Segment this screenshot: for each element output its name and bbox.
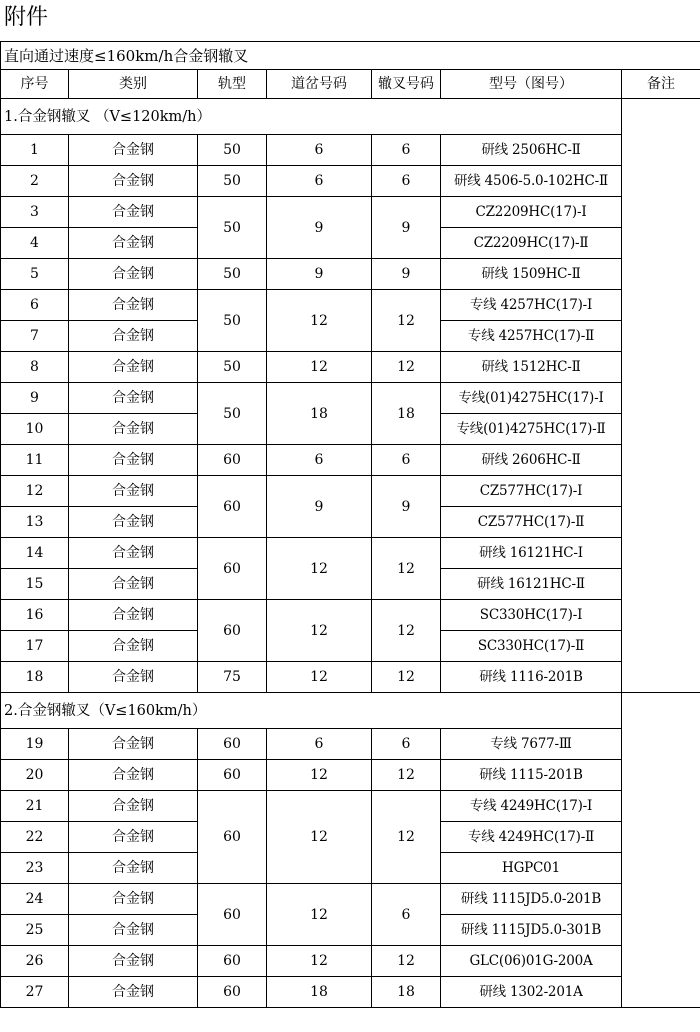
cell-frog-number: 12 [372, 760, 441, 791]
cell-no: 13 [1, 507, 69, 538]
cell-category: 合金钢 [69, 538, 198, 569]
cell-category: 合金钢 [69, 729, 198, 760]
cell-model: 研线 1302-201A [441, 977, 622, 1008]
frog-table [0, 41, 700, 1008]
cell-category: 合金钢 [69, 321, 198, 352]
cell-model: CZ2209HC(17)-Ⅰ [441, 197, 622, 228]
cell-model: 专线 4249HC(17)-Ⅰ [441, 791, 622, 822]
cell-turnout-number: 6 [267, 729, 372, 760]
cell-model: CZ577HC(17)-Ⅱ [441, 507, 622, 538]
cell-frog-number: 6 [372, 135, 441, 166]
cell-no: 4 [1, 228, 69, 259]
frog-table-body [1, 42, 700, 1008]
cell-rail-type: 60 [198, 445, 267, 476]
cell-no: 24 [1, 884, 69, 915]
table-title: 直向通过速度≤160km/h合金钢辙叉 [1, 42, 700, 70]
cell-no: 10 [1, 414, 69, 445]
cell-no: 14 [1, 538, 69, 569]
cell-model: 专线 4257HC(17)-Ⅰ [441, 290, 622, 321]
cell-rail-type: 60 [198, 946, 267, 977]
cell-frog-number: 6 [372, 166, 441, 197]
cell-frog-number: 12 [372, 791, 441, 884]
table-row [1, 352, 700, 383]
cell-frog-number: 9 [372, 476, 441, 538]
cell-no: 11 [1, 445, 69, 476]
cell-category: 合金钢 [69, 352, 198, 383]
cell-model: 专线(01)4275HC(17)-Ⅰ [441, 383, 622, 414]
cell-turnout-number: 12 [267, 352, 372, 383]
cell-no: 19 [1, 729, 69, 760]
cell-category: 合金钢 [69, 445, 198, 476]
section-row [1, 693, 700, 729]
cell-no: 12 [1, 476, 69, 507]
cell-rail-type: 50 [198, 352, 267, 383]
table-row [1, 946, 700, 977]
cell-no: 6 [1, 290, 69, 321]
cell-frog-number: 12 [372, 662, 441, 693]
remarks-cell [622, 693, 700, 1008]
cell-model: 研线 2506HC-Ⅱ [441, 135, 622, 166]
cell-turnout-number: 12 [267, 791, 372, 884]
cell-no: 3 [1, 197, 69, 228]
cell-frog-number: 12 [372, 290, 441, 352]
cell-model: 研线 4506-5.0-102HC-Ⅱ [441, 166, 622, 197]
cell-turnout-number: 9 [267, 476, 372, 538]
cell-rail-type: 60 [198, 884, 267, 946]
cell-no: 26 [1, 946, 69, 977]
cell-model: 专线 7677-Ⅲ [441, 729, 622, 760]
cell-rail-type: 60 [198, 791, 267, 884]
cell-model: 研线 1115JD5.0-201B [441, 884, 622, 915]
table-row [1, 884, 700, 915]
table-title-row [1, 42, 700, 70]
table-row [1, 259, 700, 290]
cell-category: 合金钢 [69, 977, 198, 1008]
table-row [1, 791, 700, 822]
cell-no: 5 [1, 259, 69, 290]
cell-rail-type: 60 [198, 600, 267, 662]
header-frog-number: 辙叉号码 [372, 70, 441, 99]
cell-model: 研线 1115JD5.0-301B [441, 915, 622, 946]
table-row [1, 729, 700, 760]
table-row [1, 383, 700, 414]
cell-no: 15 [1, 569, 69, 600]
cell-frog-number: 12 [372, 946, 441, 977]
table-row [1, 662, 700, 693]
cell-turnout-number: 6 [267, 445, 372, 476]
cell-model: CZ577HC(17)-Ⅰ [441, 476, 622, 507]
cell-no: 21 [1, 791, 69, 822]
section-row [1, 99, 700, 135]
cell-no: 16 [1, 600, 69, 631]
cell-rail-type: 60 [198, 760, 267, 791]
cell-frog-number: 6 [372, 445, 441, 476]
cell-category: 合金钢 [69, 259, 198, 290]
cell-category: 合金钢 [69, 197, 198, 228]
table-row [1, 538, 700, 569]
cell-turnout-number: 12 [267, 946, 372, 977]
cell-frog-number: 6 [372, 884, 441, 946]
cell-category: 合金钢 [69, 507, 198, 538]
cell-category: 合金钢 [69, 476, 198, 507]
cell-category: 合金钢 [69, 853, 198, 884]
cell-category: 合金钢 [69, 631, 198, 662]
cell-no: 18 [1, 662, 69, 693]
cell-model: 专线 4257HC(17)-Ⅱ [441, 321, 622, 352]
cell-model: 研线 1115-201B [441, 760, 622, 791]
table-row [1, 197, 700, 228]
cell-category: 合金钢 [69, 822, 198, 853]
cell-category: 合金钢 [69, 915, 198, 946]
cell-rail-type: 60 [198, 729, 267, 760]
header-turnout-number: 道岔号码 [267, 70, 372, 99]
cell-no: 8 [1, 352, 69, 383]
cell-model: 研线 1116-201B [441, 662, 622, 693]
cell-rail-type: 75 [198, 662, 267, 693]
cell-model: 研线 1512HC-Ⅱ [441, 352, 622, 383]
cell-model: 研线 2606HC-Ⅱ [441, 445, 622, 476]
cell-turnout-number: 6 [267, 135, 372, 166]
cell-category: 合金钢 [69, 946, 198, 977]
cell-frog-number: 18 [372, 977, 441, 1008]
cell-rail-type: 60 [198, 476, 267, 538]
cell-no: 7 [1, 321, 69, 352]
cell-category: 合金钢 [69, 135, 198, 166]
table-row [1, 977, 700, 1008]
cell-no: 25 [1, 915, 69, 946]
cell-no: 27 [1, 977, 69, 1008]
cell-no: 22 [1, 822, 69, 853]
cell-rail-type: 50 [198, 135, 267, 166]
table-row [1, 290, 700, 321]
table-row [1, 445, 700, 476]
cell-model: 专线(01)4275HC(17)-Ⅱ [441, 414, 622, 445]
cell-frog-number: 12 [372, 600, 441, 662]
cell-rail-type: 50 [198, 383, 267, 445]
header-no: 序号 [1, 70, 69, 99]
cell-category: 合金钢 [69, 760, 198, 791]
cell-model: 研线 16121HC-Ⅰ [441, 538, 622, 569]
cell-no: 2 [1, 166, 69, 197]
cell-no: 17 [1, 631, 69, 662]
cell-turnout-number: 9 [267, 197, 372, 259]
cell-no: 23 [1, 853, 69, 884]
attachment-heading: 附件 [4, 5, 49, 30]
cell-category: 合金钢 [69, 791, 198, 822]
cell-turnout-number: 12 [267, 662, 372, 693]
cell-frog-number: 12 [372, 352, 441, 383]
section-label: 2.合金钢辙叉（V≤160km/h） [1, 693, 622, 729]
cell-turnout-number: 9 [267, 259, 372, 290]
cell-rail-type: 50 [198, 166, 267, 197]
cell-rail-type: 60 [198, 977, 267, 1008]
cell-turnout-number: 12 [267, 600, 372, 662]
cell-frog-number: 12 [372, 538, 441, 600]
table-row [1, 600, 700, 631]
cell-category: 合金钢 [69, 228, 198, 259]
table-row [1, 476, 700, 507]
cell-category: 合金钢 [69, 569, 198, 600]
header-rail-type: 轨型 [198, 70, 267, 99]
table-row [1, 166, 700, 197]
header-remarks: 备注 [622, 70, 700, 99]
section-label: 1.合金钢辙叉 （V≤120km/h） [1, 99, 622, 135]
cell-rail-type: 50 [198, 290, 267, 352]
cell-frog-number: 6 [372, 729, 441, 760]
cell-model: CZ2209HC(17)-Ⅱ [441, 228, 622, 259]
remarks-cell [622, 99, 700, 693]
cell-category: 合金钢 [69, 290, 198, 321]
cell-no: 1 [1, 135, 69, 166]
cell-category: 合金钢 [69, 383, 198, 414]
cell-turnout-number: 18 [267, 977, 372, 1008]
cell-model: SC330HC(17)-Ⅱ [441, 631, 622, 662]
cell-model: GLC(06)01G-200A [441, 946, 622, 977]
cell-turnout-number: 12 [267, 290, 372, 352]
cell-frog-number: 18 [372, 383, 441, 445]
cell-turnout-number: 12 [267, 538, 372, 600]
cell-category: 合金钢 [69, 600, 198, 631]
cell-category: 合金钢 [69, 414, 198, 445]
cell-no: 20 [1, 760, 69, 791]
header-row [1, 70, 700, 99]
cell-frog-number: 9 [372, 197, 441, 259]
cell-category: 合金钢 [69, 662, 198, 693]
header-category: 类别 [69, 70, 198, 99]
cell-model: HGPC01 [441, 853, 622, 884]
cell-rail-type: 50 [198, 197, 267, 259]
header-model: 型号（图号） [441, 70, 622, 99]
table-row [1, 760, 700, 791]
cell-no: 9 [1, 383, 69, 414]
cell-turnout-number: 12 [267, 884, 372, 946]
cell-frog-number: 9 [372, 259, 441, 290]
cell-category: 合金钢 [69, 884, 198, 915]
cell-category: 合金钢 [69, 166, 198, 197]
cell-model: 专线 4249HC(17)-Ⅱ [441, 822, 622, 853]
cell-rail-type: 50 [198, 259, 267, 290]
cell-turnout-number: 18 [267, 383, 372, 445]
table-row [1, 135, 700, 166]
cell-turnout-number: 12 [267, 760, 372, 791]
cell-model: 研线 16121HC-Ⅱ [441, 569, 622, 600]
cell-turnout-number: 6 [267, 166, 372, 197]
cell-rail-type: 60 [198, 538, 267, 600]
cell-model: 研线 1509HC-Ⅱ [441, 259, 622, 290]
cell-model: SC330HC(17)-Ⅰ [441, 600, 622, 631]
